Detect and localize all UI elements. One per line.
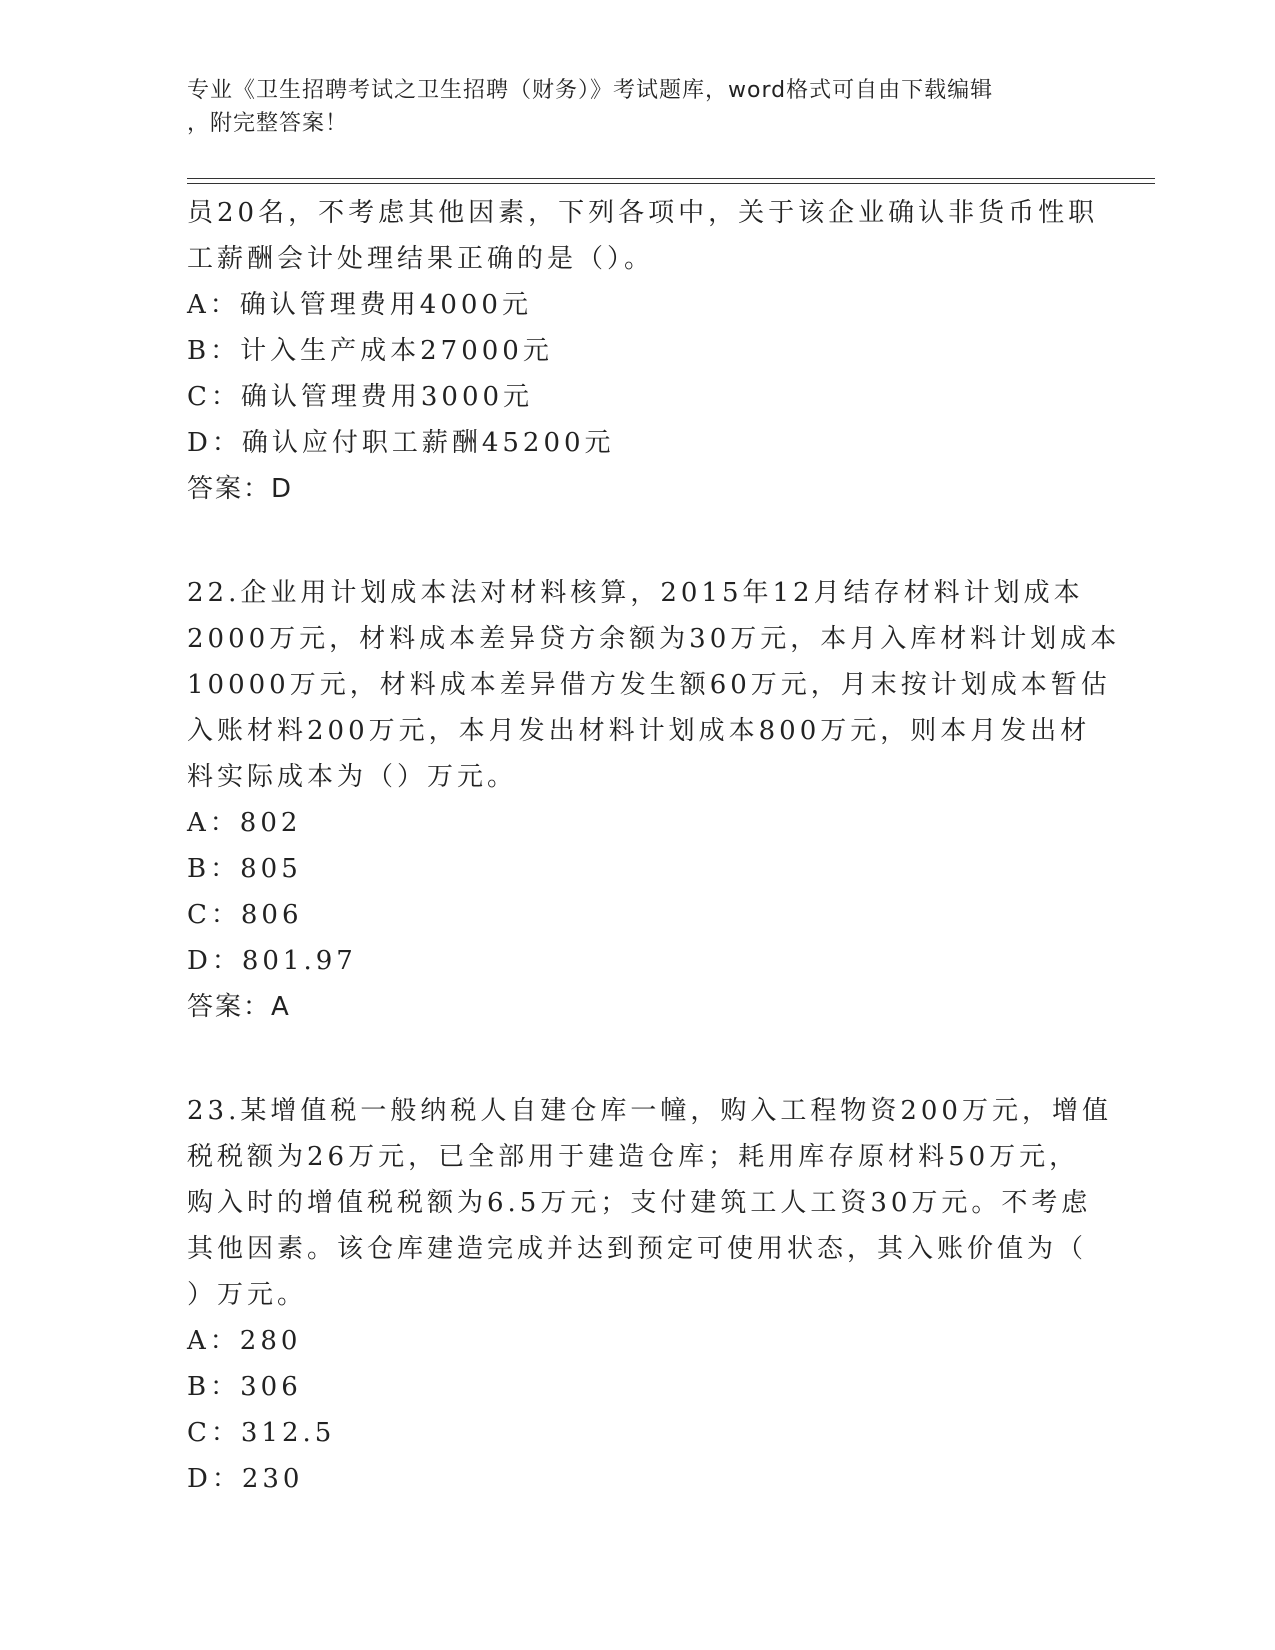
option-d: D：确认应付职工薪酬45200元 xyxy=(187,428,615,458)
question-22 xyxy=(187,570,1121,1030)
question-stem-line: 入账材料200万元，本月发出材料计划成本800万元，则本月发出材 xyxy=(187,716,1091,746)
option-d: D：230 xyxy=(187,1464,304,1494)
question-stem-line: 税税额为26万元，已全部用于建造仓库；耗用库存原材料50万元， xyxy=(187,1142,1080,1172)
option-b: B：306 xyxy=(187,1372,302,1402)
question-stem-line: 2000万元，材料成本差异贷方余额为30万元，本月入库材料计划成本 xyxy=(187,624,1121,654)
question-stem-line: 10000万元，材料成本差异借方发生额60万元，月末按计划成本暂估 xyxy=(187,670,1111,700)
option-c: C：806 xyxy=(187,900,303,930)
question-stem-line: 料实际成本为（）万元。 xyxy=(187,762,518,792)
question-stem-line: 员20名，不考虑其他因素，下列各项中，关于该企业确认非货币性职 xyxy=(187,198,1099,228)
question-stem-line: 其他因素。该仓库建造完成并达到预定可使用状态，其入账价值为（ xyxy=(187,1234,1088,1264)
answer-line: 答案：D xyxy=(187,474,294,504)
question-stem-line: 23.某增值税一般纳税人自建仓库一幢，购入工程物资200万元，增值 xyxy=(187,1096,1112,1126)
question-21 xyxy=(187,190,1099,512)
option-c: C：312.5 xyxy=(187,1418,336,1448)
question-23 xyxy=(187,1088,1112,1502)
option-d: D：801.97 xyxy=(187,946,357,976)
question-gap xyxy=(187,512,1087,570)
option-a: A：280 xyxy=(187,1326,302,1356)
header-divider-bottom xyxy=(187,183,1155,184)
option-b: B：计入生产成本27000元 xyxy=(187,336,553,366)
question-stem-line: ）万元。 xyxy=(187,1280,308,1310)
document-header xyxy=(187,74,1067,140)
question-stem-line: 22.企业用计划成本法对材料核算，2015年12月结存材料计划成本 xyxy=(187,578,1084,608)
header-divider-top xyxy=(187,178,1155,179)
answer-line: 答案：A xyxy=(187,992,291,1022)
header-line-1: 专业《卫生招聘考试之卫生招聘（财务）》考试题库，word格式可自由下载编辑 xyxy=(187,78,994,103)
question-stem-line: 工薪酬会计处理结果正确的是（）。 xyxy=(187,244,655,274)
question-gap xyxy=(187,1030,1087,1088)
question-content xyxy=(187,190,1121,1502)
option-c: C：确认管理费用3000元 xyxy=(187,382,534,412)
header-line-2: ，附完整答案！ xyxy=(187,111,349,136)
option-a: A：确认管理费用4000元 xyxy=(187,290,532,320)
option-a: A：802 xyxy=(187,808,302,838)
question-stem-line: 购入时的增值税税额为6.5万元；支付建筑工人工资30万元。不考虑 xyxy=(187,1188,1092,1218)
option-b: B：805 xyxy=(187,854,302,884)
